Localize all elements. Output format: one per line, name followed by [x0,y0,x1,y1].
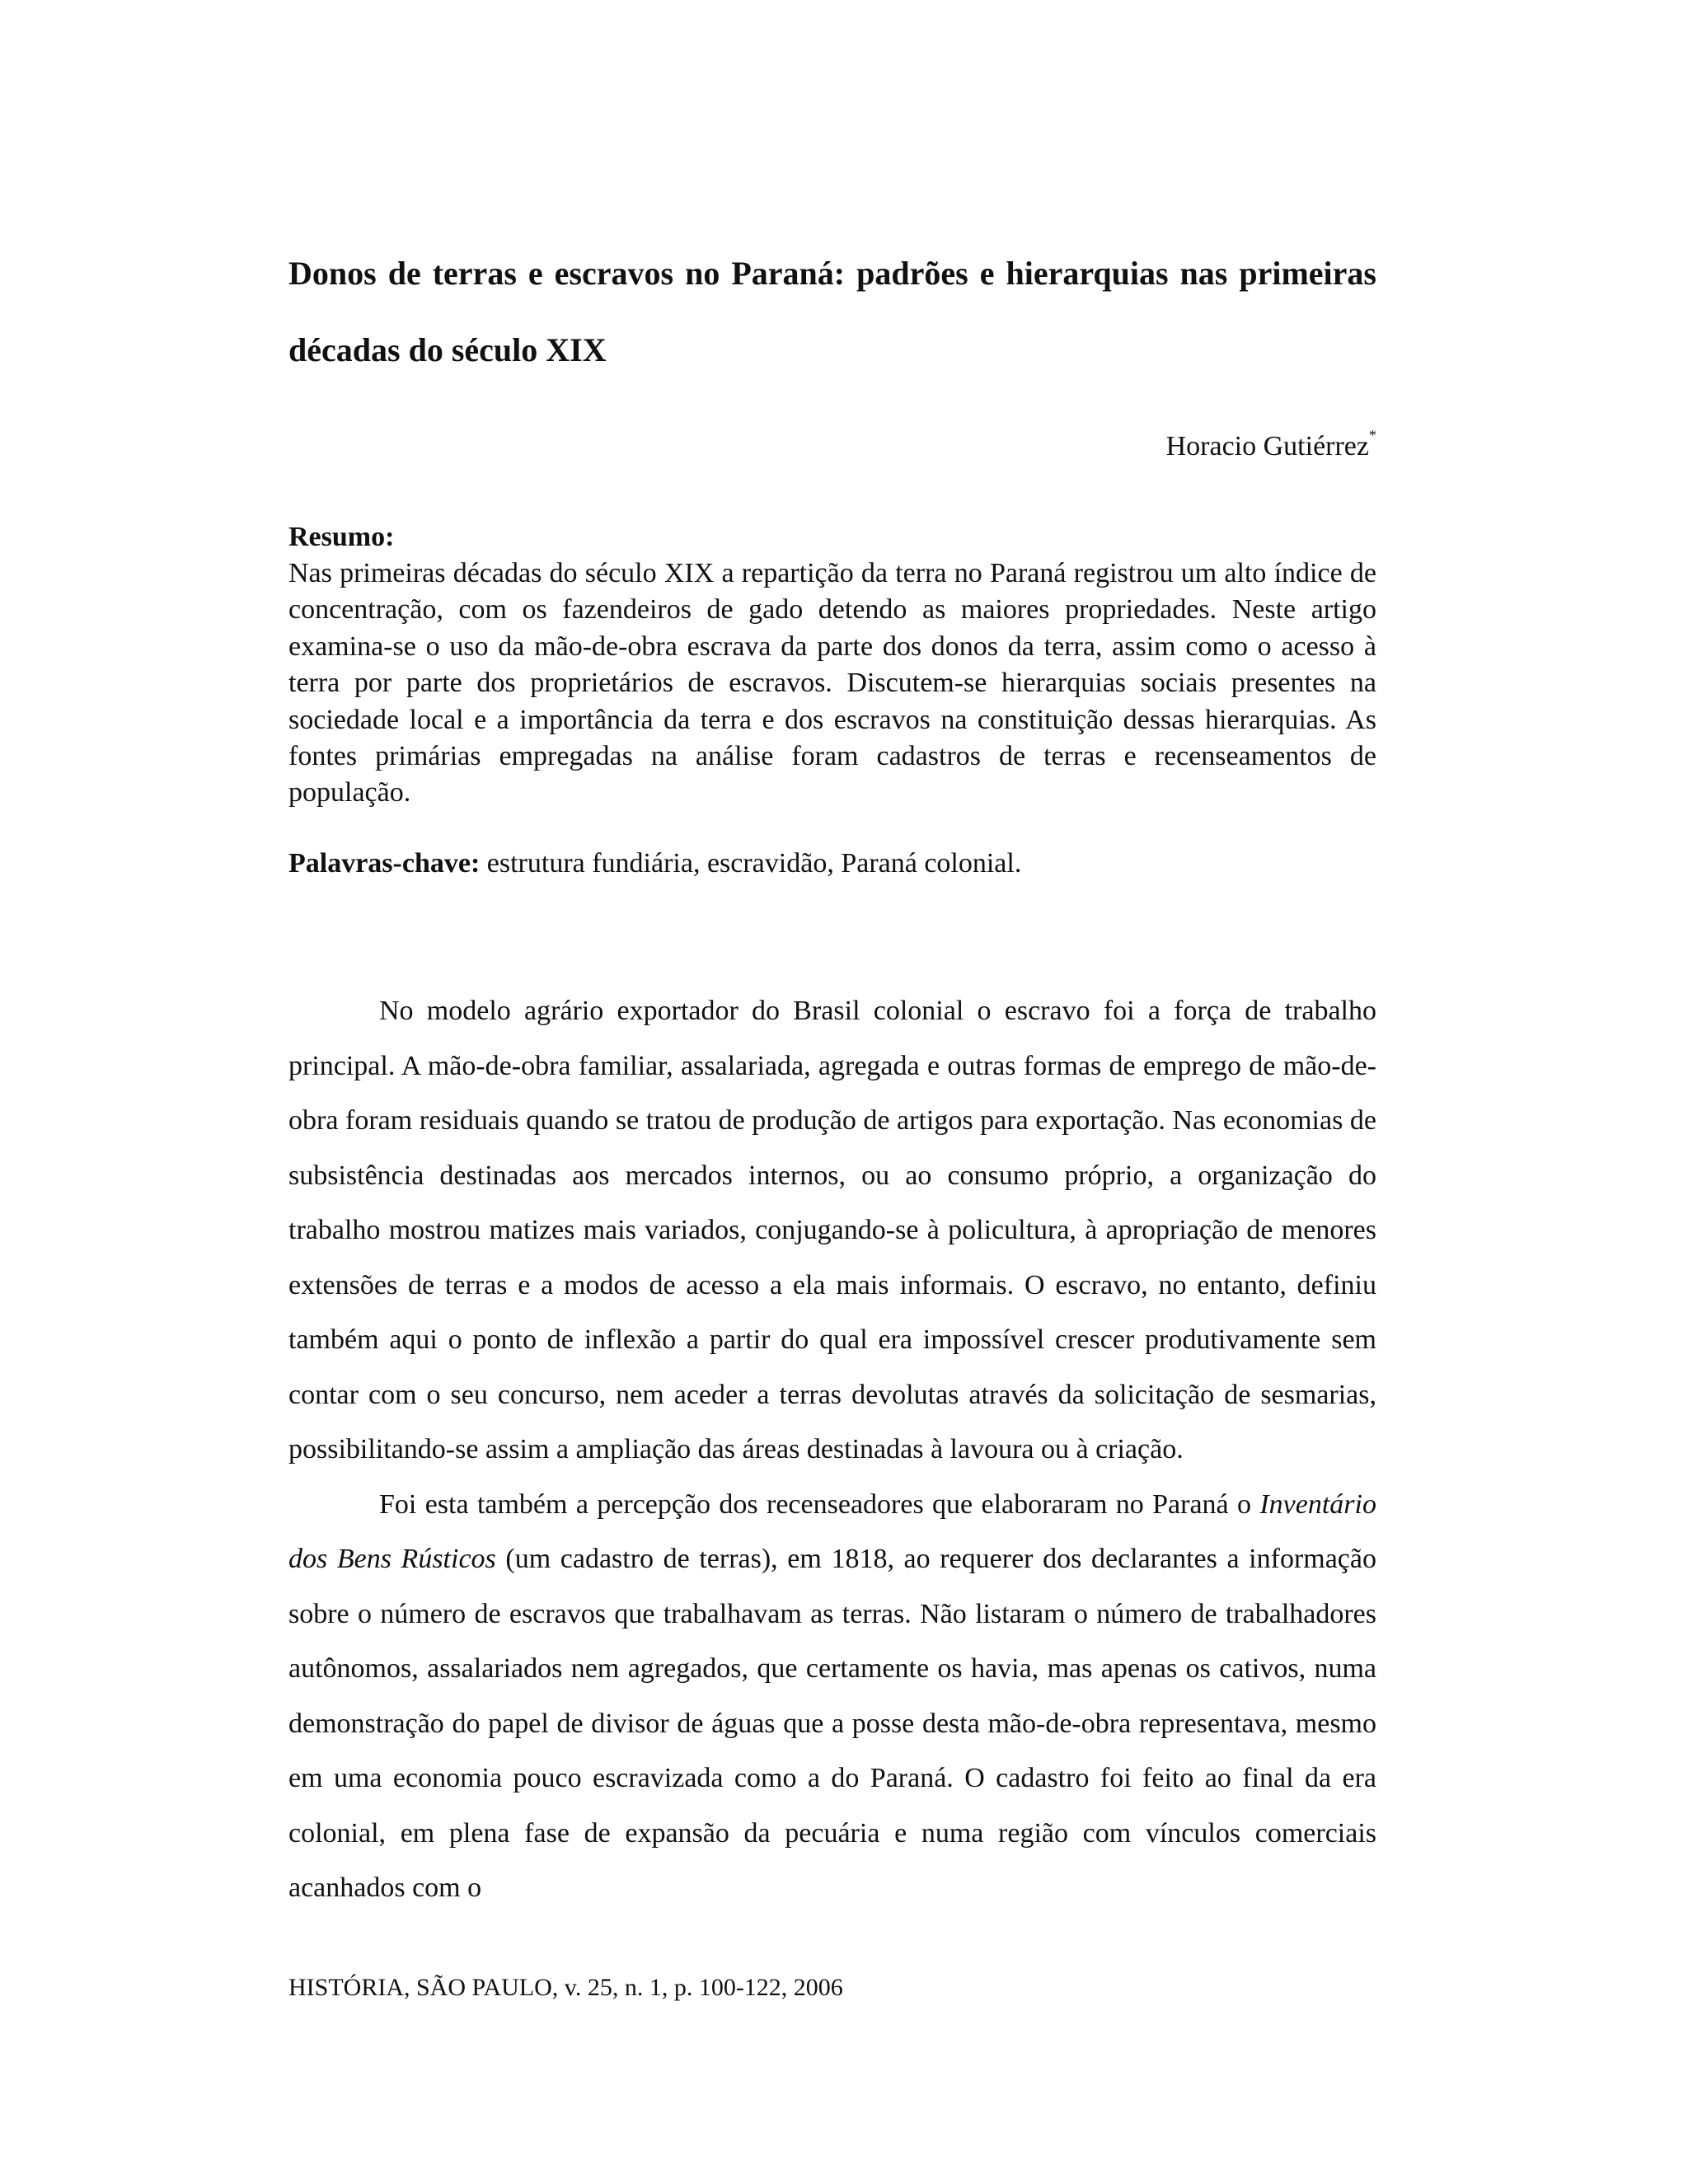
author-footnote-mark: * [1369,427,1376,443]
keywords-text: estrutura fundiária, escravidão, Paraná colonial. [480,848,1022,879]
author-line [288,429,1376,465]
keywords-label: Palavras-chave: [288,848,481,879]
author-name: Horacio Gutiérrez [1165,431,1369,462]
body-paragraph-1: No modelo agrário exportador do Brasil colonial o escravo foi a força de trabalho principal. A mão-de-obra familiar, assalariada, agregada e outras formas de emprego de mão-de-obra foram residuais quando se tratou de produção de artigos para exportação. Nas economias de subsistência destinadas aos mercados internos, ou ao consumo próprio, a organização do trabalho mostrou matizes mais variados, conjugando-se à policultura, à apropriação de menores extensões de terras e a modos de acesso a ela mais informais. O escravo, no entanto, definiu também aqui o ponto de inflexão a partir do qual era impossível crescer produtivamente sem contar com o seu concurso, nem aceder a terras devolutas através da solicitação de sesmarias, possibilitando-se assim a ampliação das áreas destinadas à lavoura ou à criação. [288,996,1376,1465]
paragraph-2-italic-title: Inventário dos Bens Rústicos [288,1488,1376,1574]
abstract-text: Nas primeiras décadas do século XIX a repartição da terra no Paraná registrou um alto índice de concentração, com os fazendeiros de gado detendo as maiores propriedades. Neste artigo examina-se o uso da mão-de-obra escrava da parte dos donos da terra, assim como o acesso à terra por parte dos proprietários de escravos. Discutem-se hierarquias sociais presentes na sociedade local e a importância da terra e dos escravos na constituição dessas hierarquias. As fontes primárias empregadas na análise foram cadastros de terras e recenseamentos de população. [288,558,1376,808]
article-title: Donos de terras e escravos no Paraná: padrões e hierarquias nas primeiras décadas do século XIX [288,255,1376,368]
body-paragraph-2 [288,1478,1376,1916]
page-footer-citation: HISTÓRIA, SÃO PAULO, v. 25, n. 1, p. 100-122, 2006 [288,1974,843,2001]
abstract-heading: Resumo: [288,522,395,552]
abstract-section [288,519,1376,812]
paragraph-2-start: Foi esta também a percepção dos recenseadores que elaboraram no Paraná o [379,1488,1260,1520]
paragraph-2-end: (um cadastro de terras), em 1818, ao requerer dos declarantes a informação sobre o número de escravos que trabalhavam as terras. Não listaram o número de trabalhadores autônomos, assalariados nem agregados, que certamente os havia, mas apenas os cativos, numa demonstração do papel de divisor de águas que a posse desta mão-de-obra representava, mesmo em uma economia pouco escravizada como a do Paraná. O cadastro foi feito ao final da era colonial, em plena fase de expansão da pecuária e numa região com vínculos comerciais acanhados com o [288,1544,1376,1903]
body-text [288,984,1376,1916]
keywords-line [288,846,1376,882]
